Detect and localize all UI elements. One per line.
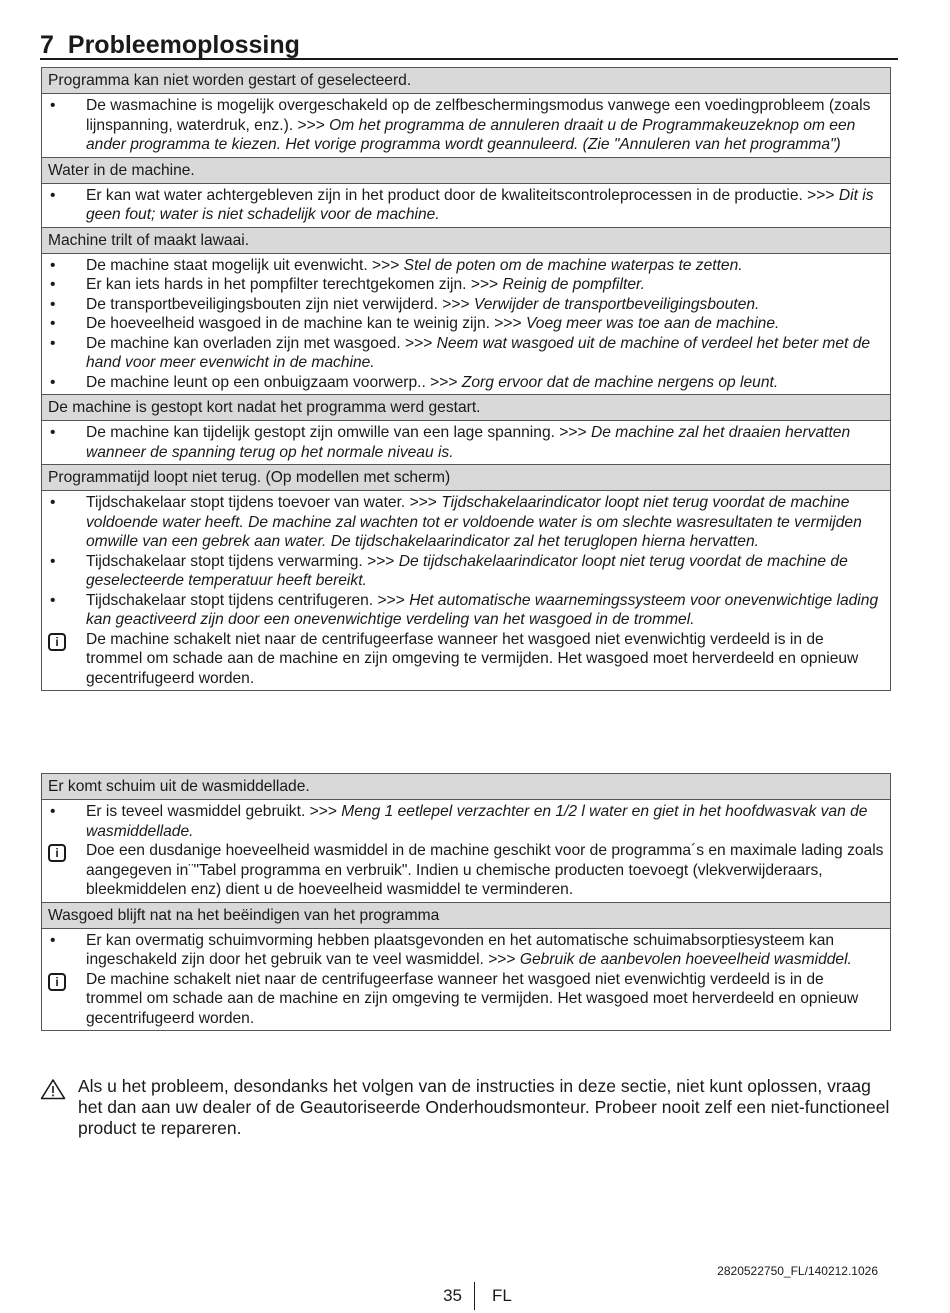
cause-text: De machine schakelt niet naar de centrifugeerfase wanneer het wasgoed niet evenwichtig verdeeld is in de trommel om schade aan de machine en zijn omgeving te vermijden. Het wasgoed moet herverdeeld en opnieuw gecentrifugeerd worden. [86,630,859,687]
solution-item [48,96,884,155]
solution-text [86,373,884,393]
solution-text [86,295,884,315]
problem-solutions [42,491,890,690]
remedy-text: Meng 1 eetlepel verzachter en 1/2 l water en giet in het hoofdwasvak van de wasmiddellade. [86,803,868,840]
bullet-icon: • [50,803,56,820]
problem-heading: Programma kan niet worden gestart of geselecteerd. [42,68,890,94]
info-icon: i [48,630,86,689]
remedy-text: Het automatische waarnemingssysteem voor onevenwichtige lading kan geactiveerd zijn door een onevenwichtige verdeling van het wasgoed in de trommel. [86,591,879,628]
solution-text [86,802,884,841]
page-footer [0,1282,950,1310]
solution-item [48,802,884,841]
problem-heading: Programmatijd loopt niet terug. (Op modellen met scherm) [42,465,890,491]
bullet-icon: • [50,256,56,274]
info-icon: i [48,841,86,900]
cause-text: De transportbeveiligingsbouten zijn niet verwijderd. >>> [86,295,474,313]
troubleshooting-table-2 [41,773,891,1031]
remedy-text: Gebruik de aanbevolen hoeveelheid wasmiddel. [519,951,852,968]
problem-solutions [42,421,890,465]
solution-text [86,334,884,373]
cause-text: Er kan iets hards in het pompfilter terechtgekomen zijn. >>> [86,276,503,293]
cause-text: De machine kan overladen zijn met wasgoed. >>> [86,334,437,352]
bullet-icon: • [50,931,56,949]
warning-text: Als u het probleem, desondanks het volgen van de instructies in deze sectie, niet kunt oplossen, vraag het dan aan uw dealer of de Geautoriseerde Onderhoudsmonteur. Probeer nooit zelf een niet-functioneel product te repareren. [78,1076,890,1138]
cause-text: De machine kan tijdelijk gestopt zijn omwille van een lage spanning. >>> [86,424,591,441]
remedy-text: Neem wat wasgoed uit de machine of verdeel het beter met de hand voor meer evenwicht in de machine. [86,334,871,371]
bullet-icon: • [50,373,56,391]
problem-heading: Wasgoed blijft nat na het beëindigen van het programma [42,903,890,929]
bullet-icon: • [50,315,56,332]
problem-solutions [42,800,890,903]
problem-heading: Machine trilt of maakt lawaai. [42,228,890,254]
remedy-text: De machine zal het draaien hervatten wanneer de spanning terug op het normale niveau is. [86,424,851,461]
solution-item [48,295,884,315]
cause-text: De machine staat mogelijk uit evenwicht. >>> [86,256,404,274]
footer-divider [474,1282,475,1310]
warning-note [40,1076,890,1139]
solution-item [48,591,884,630]
cause-text: De machine leunt op een onbuigzaam voorwerp.. >>> [86,373,462,391]
problem-solutions [42,184,890,228]
solution-item [48,931,884,970]
cause-text: Tijdschakelaar stopt tijdens centrifugeren. >>> [86,591,410,609]
problem-heading: Water in de machine. [42,158,890,184]
page-heading [40,30,898,60]
remedy-text: Tijdschakelaarindicator loopt niet terug voordat de machine voldoende water heeft. De machine zal wachten tot er voldoende water is om slechte wasresultaten te vermijden omwille van een gebrek aan water. De tijdschakelaarindicator zal het teruglopen hierna hervatten. [86,494,862,550]
remedy-text: Reinig de pompfilter. [502,276,645,293]
solution-text [86,591,884,630]
solution-item [48,314,884,334]
problem-heading: De machine is gestopt kort nadat het programma werd gestart. [42,395,890,421]
info-note [48,970,884,1029]
info-icon: i [48,970,86,1029]
solution-item [48,373,884,393]
solution-text [86,275,884,295]
page-number: 35 [443,1286,462,1305]
bullet-icon: • [50,97,56,114]
bullet-icon: • [50,186,56,204]
info-note [48,841,884,900]
heading-number: 7 [40,31,54,59]
solution-text [86,186,884,225]
remedy-text: Verwijder de transportbeveiligingsbouten. [473,295,760,313]
remedy-text: Voeg meer was toe aan de machine. [525,315,780,332]
solution-item [48,275,884,295]
remedy-text: Om het programma de annuleren draait u de Programmakeuzeknop om een ander programma te kiezen. Het vorige programma wordt geannuleerd. (Zie "Annuleren van het programma") [86,116,856,153]
cause-text: Er kan overmatig schuimvorming hebben plaatsgevonden en het automatische schuimabsorptiesysteem kan ingeschakeld zijn door het gebruik van te veel wasmiddel. >>> [86,931,835,968]
solution-item [48,493,884,552]
solution-text [86,423,884,462]
remedy-text: De tijdschakelaarindicator loopt niet terug voordat de machine de geselecteerde temperatuur heeft bereikt. [86,552,848,589]
warning-triangle-icon [40,1076,78,1139]
solution-item [48,186,884,225]
solution-text [86,970,884,1029]
cause-text: De machine schakelt niet naar de centrifugeerfase wanneer het wasgoed niet evenwichtig verdeeld is in de trommel om schade aan de machine en zijn omgeving te vermijden. Het wasgoed moet herverdeeld en opnieuw gecentrifugeerd worden. [86,970,859,1027]
bullet-icon: • [50,276,56,293]
solution-text [86,493,884,552]
bullet-icon: • [50,494,56,511]
cause-text: Er is teveel wasmiddel gebruikt. >>> [86,803,342,820]
bullet-icon: • [50,334,56,352]
solution-item [48,552,884,591]
solution-text [86,931,884,970]
cause-text: De hoeveelheid wasgoed in de machine kan te weinig zijn. >>> [86,315,526,332]
cause-text: De wasmachine is mogelijk overgeschakeld op de zelfbeschermingsmodus vanwege een voedingprobleem (zoals lijnspanning, waterdruk, enz.). >>> [86,97,871,134]
language-code: FL [492,1286,512,1305]
heading-title: Probleemoplossing [67,31,300,59]
solution-text [86,552,884,591]
cause-text: Tijdschakelaar stopt tijdens verwarming. >>> [86,552,399,570]
solution-item [48,334,884,373]
solution-item [48,423,884,462]
problem-heading: Er komt schuim uit de wasmiddellade. [42,774,890,800]
solution-text [86,314,884,334]
bullet-icon: • [50,295,56,313]
solution-text [86,841,884,900]
solution-text [86,256,884,276]
bullet-icon: • [50,424,56,441]
document-code: 2820522750_FL/140212.1026 [717,1264,878,1278]
problem-solutions [42,254,890,396]
problem-solutions [42,929,890,1031]
remedy-text: Dit is geen fout; water is niet schadelijk voor de machine. [86,186,874,223]
bullet-icon: • [50,552,56,570]
problem-solutions [42,94,890,158]
cause-text: Doe een dusdanige hoeveelheid wasmiddel in de machine geschikt voor de programma´s en maximale lading zoals aangegeven in¨"Tabel programma en verbruik". Indien u chemische producten toevoegt (vlekverwijderaars, bleekmiddelen enz) dient u de hoeveelheid wasmiddel te verminderen. [86,842,884,898]
remedy-text: Zorg ervoor dat de machine nergens op leunt. [461,373,779,391]
cause-text: Tijdschakelaar stopt tijdens toevoer van water. >>> [86,494,442,511]
solution-text [86,96,884,155]
solution-text [86,630,884,689]
remedy-text: Stel de poten om de machine waterpas te zetten. [403,256,743,274]
solution-item [48,256,884,276]
troubleshooting-table-1 [41,67,891,691]
info-note [48,630,884,689]
bullet-icon: • [50,591,56,609]
cause-text: Er kan wat water achtergebleven zijn in het product door de kwaliteitscontroleprocessen in de productie. >>> [86,186,839,204]
